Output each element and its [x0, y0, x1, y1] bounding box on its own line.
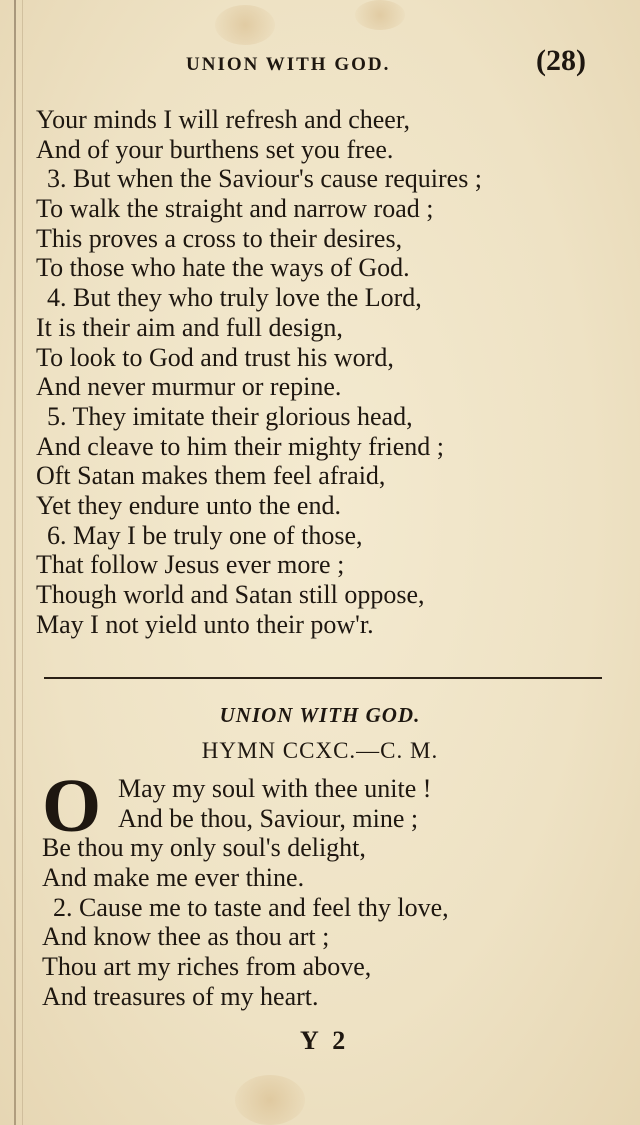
paper-stain [355, 0, 405, 30]
hymn-title: UNION WITH GOD. [219, 703, 421, 727]
running-head: UNION WITH GOD. [186, 54, 391, 75]
gutter-edge [14, 0, 16, 1125]
verse-line: To those who hate the ways of God. [36, 253, 410, 283]
verse-line: And treasures of my heart. [42, 981, 319, 1011]
verse-line: And be thou, Saviour, mine ; [118, 803, 419, 833]
paper-stain [235, 1075, 305, 1125]
verse-line: To walk the straight and narrow road ; [36, 194, 434, 224]
page-number: (28) [536, 44, 586, 77]
paper-stain [215, 5, 275, 45]
verse-line: 5. They imitate their glorious head, [47, 401, 413, 431]
verse-line: To look to God and trust his word, [36, 342, 394, 372]
verse-line: Yet they endure unto the end. [36, 490, 341, 520]
verse-line: Though world and Satan still oppose, [36, 580, 425, 609]
verse-line: And never murmur or repine. [36, 372, 342, 402]
verse-line: And of your burthens set you free. [36, 134, 394, 164]
gutter-edge-inner [22, 0, 23, 1125]
hymn-verses [42, 774, 612, 1012]
verse-line: Your minds I will refresh and cheer, [36, 105, 410, 134]
verse-line: And make me ever thine. [42, 863, 305, 893]
verse-line: Thou art my riches from above, [42, 952, 372, 982]
verse-line: May I not yield unto their pow'r. [36, 609, 374, 639]
verse-line: 4. But they who truly love the Lord, [47, 283, 422, 313]
verse-line: That follow Jesus ever more ; [36, 550, 345, 580]
hymn-number: HYMN CCXC.—C. M. [201, 738, 439, 763]
verse-line: Be thou my only soul's delight, [42, 833, 366, 863]
verse-line: Oft Satan makes them feel afraid, [36, 461, 386, 491]
section-divider [44, 677, 602, 679]
verse-line: And know thee as thou art ; [42, 922, 330, 952]
hymn-continuation [36, 105, 616, 639]
signature-mark: Y 2 [300, 1026, 350, 1055]
verse-line: And cleave to him their mighty friend ; [36, 431, 444, 461]
verse-line: This proves a cross to their desires, [36, 223, 403, 253]
verse-line: 6. May I be truly one of those, [47, 520, 363, 550]
verse-line: 2. Cause me to taste and feel thy love, [53, 892, 449, 922]
verse-line: 3. But when the Saviour's cause requires ; [47, 164, 483, 194]
verse-line: May my soul with thee unite ! [118, 774, 432, 803]
verse-line: It is their aim and full design, [36, 312, 343, 342]
drop-cap: O [42, 764, 102, 848]
